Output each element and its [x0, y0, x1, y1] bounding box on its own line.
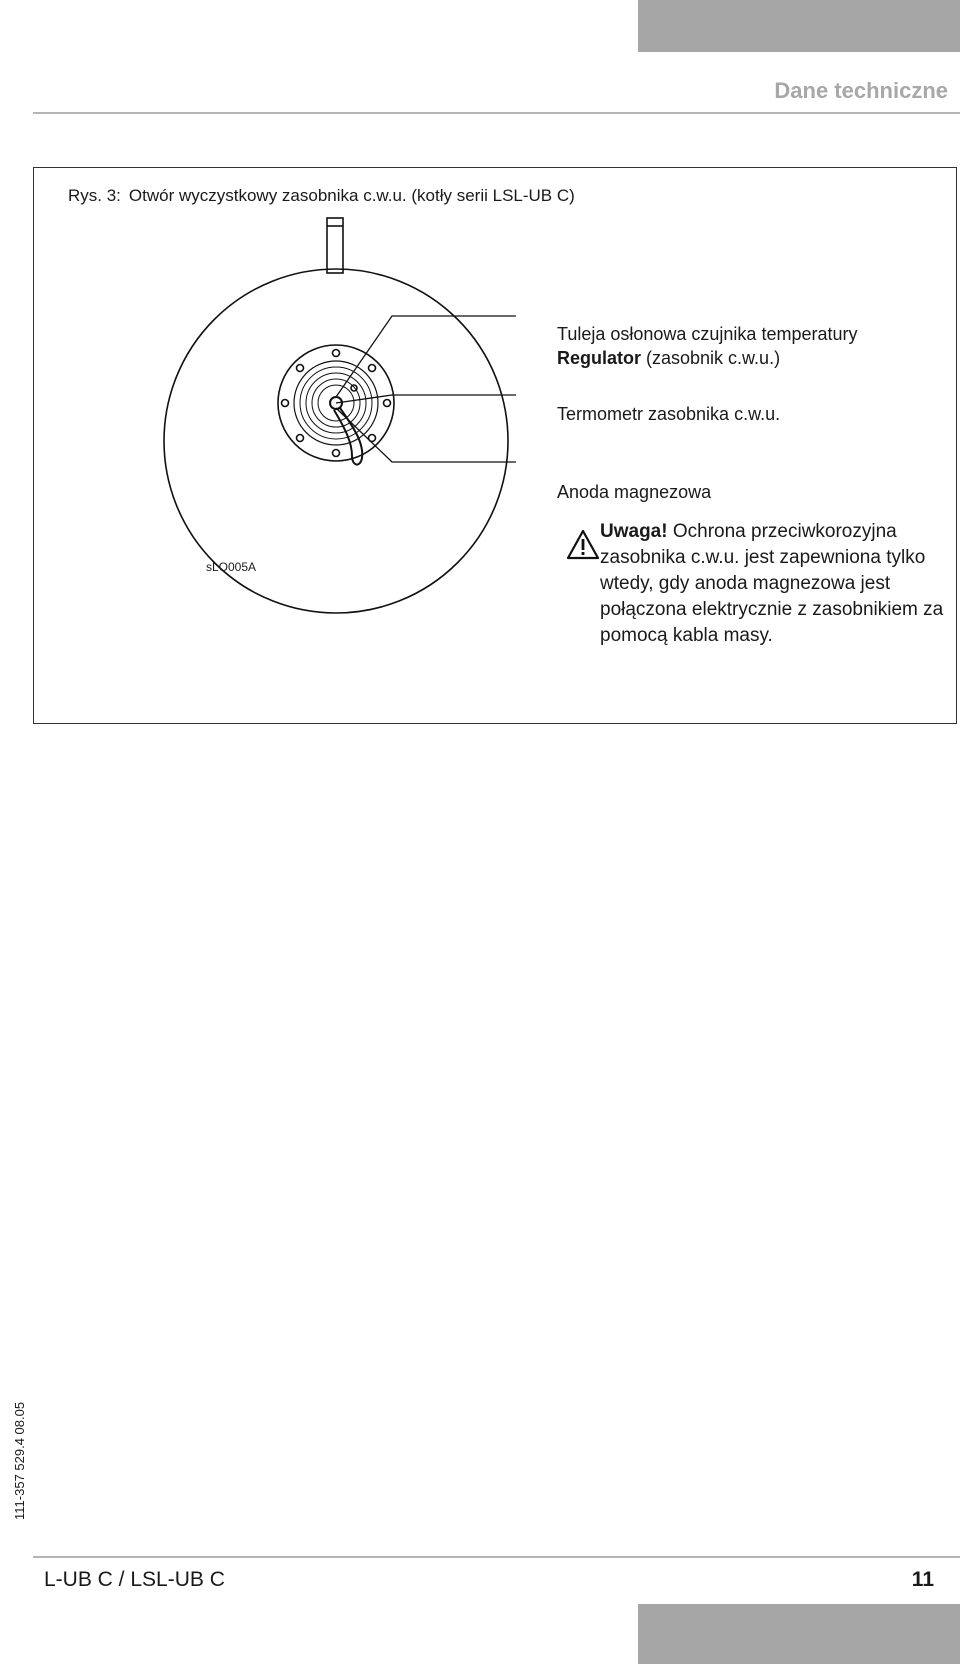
callout-sensor-sleeve	[557, 322, 857, 370]
figure-number: Rys. 3:	[68, 186, 121, 205]
header-tab	[638, 0, 960, 52]
warning-triangle-icon	[566, 529, 600, 561]
warning-text: Ochrona przeciwkorozyjna zasobnika c.w.u. jest zapewniona tylko wtedy, gdy anoda magnezowa jest połączona elektrycznie z zasobnikiem za pomocą kabla masy.	[600, 521, 944, 646]
footer-divider	[33, 1556, 960, 1558]
page-number: 11	[911, 1568, 934, 1591]
header-divider	[33, 112, 960, 114]
callout-sensor-sleeve-rest: (zasobnik c.w.u.)	[641, 348, 781, 368]
callout-thermometer: Termometr zasobnika c.w.u.	[557, 404, 781, 424]
callout-regulator-label: Regulator	[557, 348, 642, 368]
footer-model: L-UB C / LSL-UB C	[44, 1568, 225, 1591]
footer-tab	[638, 1604, 960, 1664]
figure-caption-text: Otwór wyczystkowy zasobnika c.w.u. (kotły serii LSL-UB C)	[128, 186, 575, 205]
callout-anode: Anoda magnezowa	[557, 482, 712, 502]
figure-frame	[33, 167, 957, 724]
section-title: Dane techniczne	[774, 78, 948, 103]
callout-sensor-sleeve-line1: Tuleja osłonowa czujnika temperatury	[557, 324, 858, 344]
warning-title: Uwaga!	[600, 521, 668, 542]
figure-code: sLO005A	[206, 560, 257, 574]
document-code: 111-357 529.4 08.05	[12, 1401, 27, 1520]
warning-note	[566, 519, 956, 649]
